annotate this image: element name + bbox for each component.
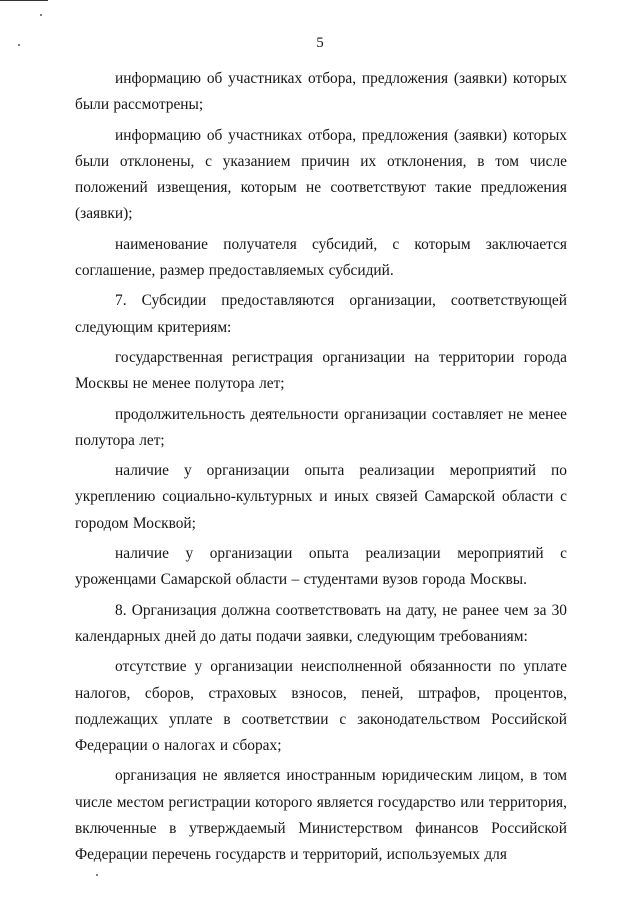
page-number: 5 (316, 35, 324, 51)
paragraph: наименование получателя субсидий, с которым заключается соглашение, размер предоставляемых субсидий. (75, 235, 567, 280)
paragraph: 7. Субсидии предоставляются организации, соответствующей следующим критериям: (75, 292, 567, 336)
scan-edge-mark (0, 0, 48, 1)
document-body (75, 66, 567, 873)
scan-speck (96, 874, 98, 876)
paragraph: информацию об участниках отбора, предложения (заявки) которых были рассмотрены; (75, 70, 567, 114)
scan-speck (40, 14, 42, 16)
paragraph: продолжительность деятельности организации составляет не менее полутора лет; (75, 405, 567, 449)
paragraph: 8. Организация должна соответствовать на дату, не ранее чем за 30 календарных дней до даты подачи заявки, следующим требованиям: (75, 601, 567, 645)
paragraph: государственная регистрация организации на территории города Москвы не менее полутора лет; (75, 348, 567, 393)
paragraph: наличие у организации опыта реализации мероприятий по укреплению социально-культурных и иных связей Самарской области с городом Москвой; (75, 462, 567, 532)
paragraph: отсутствие у организации неисполненной обязанности по уплате налогов, сборов, страховых взносов, пеней, штрафов, процентов, подлежащих уплате в соответствии с законодательством Российской Федерации о налогах и сборах; (75, 658, 567, 755)
paragraph: организация не является иностранным юридическим лицом, в том числе местом регистрации которого является государство или территория, включенные в утверждаемый Министерством финансов Российской Федерации перечень государств и территорий, используемых для (75, 767, 567, 864)
paragraph: наличие у организации опыта реализации мероприятий с уроженцами Самарской области – студентами вузов города Москвы. (75, 545, 567, 589)
paragraph: информацию об участниках отбора, предложения (заявки) которых были отклонены, с указанием причин их отклонения, в том числе положений извещения, которым не соответствуют такие предложения (заявки); (75, 126, 567, 223)
